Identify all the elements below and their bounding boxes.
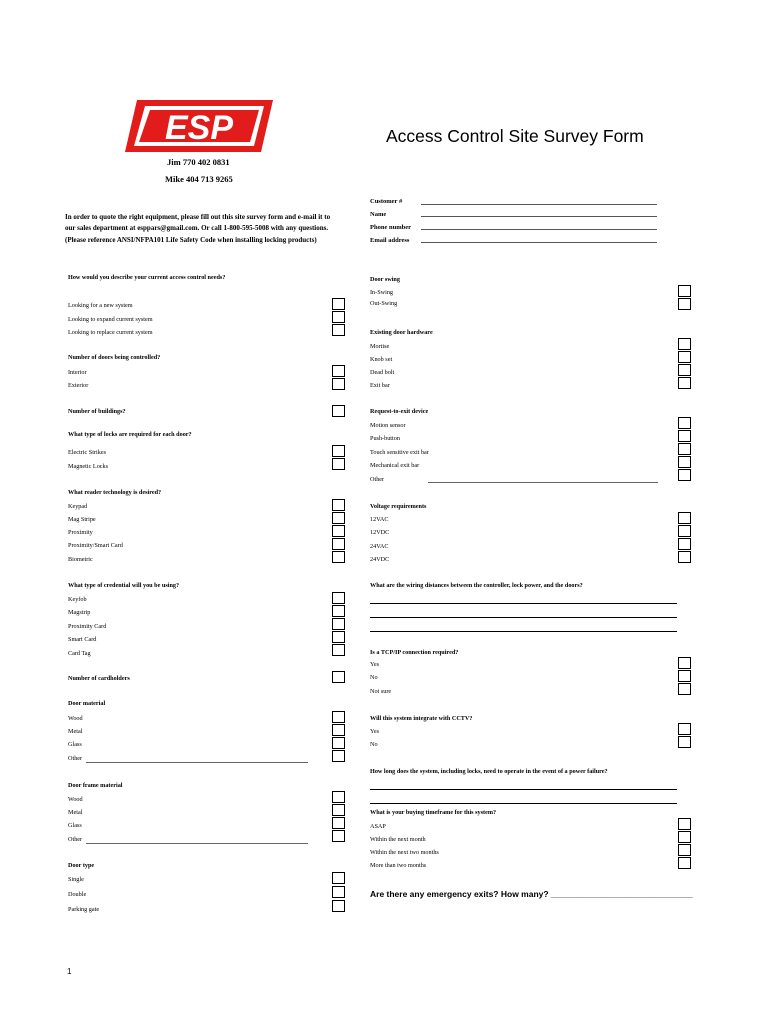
checkbox[interactable] (332, 311, 345, 323)
intro-line-1: In order to quote the right equipment, please fill out this site survey form and e-mail it to (65, 213, 331, 221)
page-number: 1 (67, 967, 72, 976)
checkbox[interactable] (332, 458, 345, 470)
option-label: Metal (68, 728, 83, 735)
checkbox[interactable] (678, 538, 691, 550)
phone-label: Phone number (370, 224, 411, 231)
option-label: Proximity Card (68, 623, 107, 630)
checkbox[interactable] (678, 683, 691, 695)
needs-question: How would you describe your current access control needs? (68, 274, 226, 281)
reader-question: What reader technology is desired? (68, 489, 162, 496)
option-label: Dead bolt (370, 369, 395, 376)
option-label: No (370, 674, 378, 681)
power-answer-line[interactable] (370, 789, 677, 790)
checkbox[interactable] (678, 338, 691, 350)
checkbox[interactable] (678, 298, 691, 310)
checkbox[interactable] (678, 831, 691, 843)
voltage-question: Voltage requirements (370, 503, 427, 510)
checkbox[interactable] (332, 737, 345, 749)
checkbox[interactable] (678, 417, 691, 429)
checkbox[interactable] (332, 900, 345, 912)
checkbox[interactable] (332, 445, 345, 457)
option-label: Yes (370, 661, 380, 668)
checkbox[interactable] (678, 857, 691, 869)
option-label: Wood (68, 796, 83, 803)
locks-question: What type of locks are required for each door? (68, 431, 192, 438)
contact-jim: Jim 770 402 0831 (167, 157, 230, 167)
checkbox[interactable] (332, 711, 345, 723)
page-title: Access Control Site Survey Form (386, 126, 644, 146)
intro-line-2: our sales department at esppars@gmail.com. Or call 1-800-595-5008 with any questions. (65, 223, 329, 232)
material-question: Door material (68, 700, 106, 707)
checkbox[interactable] (678, 525, 691, 537)
option-label: Within the next two months (370, 849, 439, 856)
power-question: How long does the system, including locks, need to operate in the event of a power failure? (370, 768, 608, 775)
timeframe-question: What is your buying timeframe for this system? (370, 809, 497, 816)
email-label: Email address (370, 237, 410, 244)
wiring-answer-line[interactable] (370, 617, 677, 618)
checkbox[interactable] (332, 724, 345, 736)
checkbox[interactable] (332, 405, 345, 417)
type-question: Door type (68, 862, 95, 869)
customer-number-field[interactable] (421, 204, 657, 205)
credential-question: What type of credential will you be using? (68, 582, 180, 589)
checkbox[interactable] (332, 365, 345, 377)
option-label: 24VAC (370, 543, 389, 550)
wiring-answer-line[interactable] (370, 631, 677, 632)
checkbox[interactable] (678, 723, 691, 735)
checkbox[interactable] (332, 298, 345, 310)
checkbox[interactable] (332, 791, 345, 803)
checkbox[interactable] (678, 430, 691, 442)
intro-text (65, 212, 360, 246)
swing-question: Door swing (370, 276, 400, 283)
checkbox[interactable] (332, 551, 345, 563)
option-label: 12VDC (370, 529, 390, 536)
option-label: Proximity (68, 529, 93, 536)
frame-other-field[interactable] (86, 843, 308, 844)
option-label: Touch sensitive exit bar (370, 449, 429, 456)
option-label: Looking for a new system (68, 302, 133, 309)
cctv-question: Will this system integrate with CCTV? (370, 715, 473, 722)
option-label: No (370, 741, 378, 748)
wiring-question: What are the wiring distances between the controller, lock power, and the doors? (370, 582, 583, 589)
checkbox[interactable] (332, 872, 345, 884)
option-label: Mag Stripe (68, 516, 96, 523)
checkbox[interactable] (678, 670, 691, 682)
option-label: Out-Swing (370, 300, 398, 307)
cardholders-question: Number of cardholders (68, 675, 130, 682)
checkbox[interactable] (678, 456, 691, 468)
option-label: Single (68, 876, 84, 883)
checkbox[interactable] (332, 671, 345, 683)
customer-number-label: Customer # (370, 198, 403, 205)
checkbox[interactable] (678, 443, 691, 455)
name-label: Name (370, 211, 387, 218)
option-label: In-Swing (370, 289, 394, 296)
option-label: Interior (68, 369, 87, 376)
option-label: Parking gate (68, 906, 100, 913)
checkbox[interactable] (332, 886, 345, 898)
checkbox[interactable] (332, 804, 345, 816)
option-label: Yes (370, 728, 380, 735)
checkbox[interactable] (678, 377, 691, 389)
checkbox[interactable] (678, 351, 691, 363)
checkbox[interactable] (332, 378, 345, 390)
option-label: Other (370, 476, 385, 483)
checkbox[interactable] (332, 618, 345, 630)
option-label: Keyfob (68, 596, 87, 603)
wiring-answer-line[interactable] (370, 603, 677, 604)
option-label: Other (68, 836, 83, 843)
option-label: Magnetic Locks (68, 463, 109, 470)
checkbox[interactable] (678, 285, 691, 297)
option-label: Mortise (370, 343, 390, 350)
checkbox[interactable] (678, 657, 691, 669)
checkbox[interactable] (678, 512, 691, 524)
option-label: Smart Card (68, 636, 97, 643)
option-label: Electric Strikes (68, 449, 106, 456)
option-label: Exit bar (370, 382, 390, 389)
material-other-field[interactable] (86, 762, 308, 763)
option-label: Magstrip (68, 609, 91, 616)
contact-mike: Mike 404 713 9265 (165, 174, 233, 184)
option-label: Exterior (68, 382, 89, 389)
option-label: Biometric (68, 556, 93, 563)
option-label: Keypad (68, 503, 88, 510)
checkbox[interactable] (678, 844, 691, 856)
checkbox[interactable] (332, 644, 345, 656)
esp-logo (123, 98, 275, 154)
option-label: Glass (68, 822, 82, 829)
option-label: Other (68, 755, 83, 762)
name-field[interactable] (421, 216, 657, 217)
option-label: Card Tag (68, 650, 91, 657)
option-label: ASAP (370, 823, 386, 830)
option-label: 24VDC (370, 556, 390, 563)
checkbox[interactable] (332, 605, 345, 617)
doors-question: Number of doors being controlled? (68, 354, 161, 361)
checkbox[interactable] (678, 469, 691, 481)
option-label: More than two months (370, 862, 427, 869)
checkbox[interactable] (332, 324, 345, 336)
option-label: 12VAC (370, 516, 389, 523)
option-label: Glass (68, 741, 82, 748)
option-label: Motion sensor (370, 422, 406, 429)
checkbox[interactable] (332, 538, 345, 550)
checkbox[interactable] (332, 631, 345, 643)
checkbox[interactable] (332, 525, 345, 537)
option-label: Looking to replace current system (68, 329, 153, 336)
checkbox[interactable] (678, 818, 691, 830)
option-label: Knob set (370, 356, 393, 363)
checkbox[interactable] (332, 830, 345, 842)
option-label: Proximity/Smart Card (68, 542, 123, 549)
tcp-question: Is a TCP/IP connection required? (370, 649, 459, 656)
option-label: Double (68, 891, 87, 898)
buildings-question: Number of buildings? (68, 408, 126, 415)
checkbox[interactable] (332, 499, 345, 511)
option-label: Within the next month (370, 836, 426, 843)
option-label: Mechanical exit bar (370, 462, 420, 469)
rex-other-field[interactable] (428, 482, 658, 483)
power-answer-line[interactable] (370, 803, 677, 804)
intro-line-3: (Please reference ANSI/NFPA101 Life Safety Code when installing locking products) (65, 236, 317, 244)
checkbox[interactable] (678, 551, 691, 563)
checkbox[interactable] (332, 750, 345, 762)
option-label: Looking to expand current system (68, 316, 153, 323)
checkbox[interactable] (332, 512, 345, 524)
option-label: Wood (68, 715, 83, 722)
emergency-exits-question[interactable]: Are there any emergency exits? How many? ______________________________ (370, 889, 693, 899)
checkbox[interactable] (332, 592, 345, 604)
rex-question: Request-to-exit device (370, 408, 429, 415)
phone-field[interactable] (421, 229, 657, 230)
checkbox[interactable] (678, 736, 691, 748)
option-label: Push-button (370, 435, 400, 442)
logo-text: ESP (164, 109, 234, 147)
option-label: Not sure (370, 688, 392, 695)
email-field[interactable] (421, 242, 657, 243)
frame-question: Door frame material (68, 782, 123, 789)
option-label: Metal (68, 809, 83, 816)
checkbox[interactable] (332, 817, 345, 829)
hardware-question: Existing door hardware (370, 329, 433, 336)
checkbox[interactable] (678, 364, 691, 376)
